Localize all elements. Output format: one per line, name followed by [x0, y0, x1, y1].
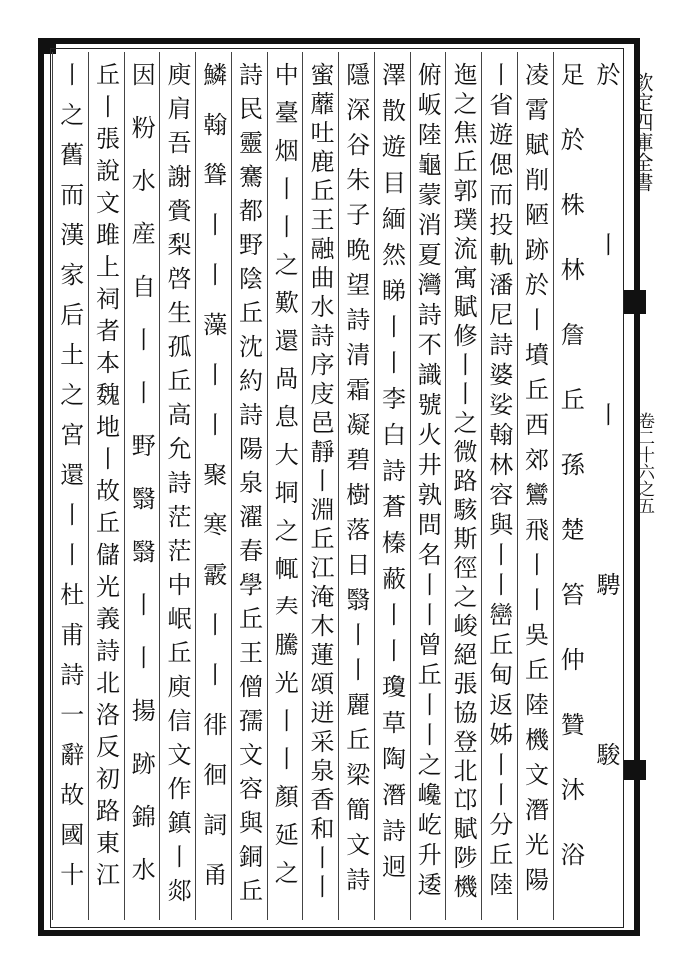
column-text: 凌霄賦削陋跡於丨墳丘西郊鸞飛丨丨吳丘陸機文潛光陽: [520, 62, 549, 902]
column-text: 迤之焦丘郭璞流寓賦修丨丨之微路駭斯徑之峻絕張協登北邙賦陟機: [449, 62, 477, 903]
column-text: 蜜蘼吐鹿丘王融曲水詩序庋邑靜丨淵丘江淹木蓮頌迸采泉香和丨丨: [306, 62, 334, 903]
margin-chapter-label: 卷二十六之五: [634, 412, 654, 514]
column-text: 中臺烟丨丨之歎還咼息大垌之㡇𡗗騰光丨丨顏延之: [270, 62, 299, 898]
column-text: 足於株林詹丘孫楚笞仲贊沐浴: [556, 62, 585, 907]
text-column: [302, 52, 338, 920]
fish-tail-top: [624, 290, 646, 314]
text-column: [588, 52, 624, 920]
text-column: [195, 52, 231, 920]
column-text: 丨之舊而漢家后土之宮還丨丨杜甫詩一辭故國十: [55, 62, 84, 902]
text-column: [481, 52, 517, 920]
column-text: 丘丨張說文雎上祠者本魏地丨故丘儲光義詩北洛反初路東江: [91, 62, 120, 894]
text-column: [374, 52, 410, 920]
margin-book-title: 欽定四庫全書: [630, 72, 654, 192]
column-text: 因粉水産自丨丨野翳翳丨丨揚跡錦水: [127, 62, 156, 910]
fish-tail-bottom: [624, 760, 646, 780]
text-column: [517, 52, 553, 920]
text-column: [159, 52, 195, 920]
text-column: [445, 52, 481, 920]
text-column: [267, 52, 303, 920]
text-column: [52, 52, 88, 920]
text-column: [410, 52, 446, 920]
column-text: 於丨丨騁駿: [592, 62, 620, 912]
column-text: 澤散遊目緬然睇丨丨李白詩蒼榛蔽丨丨瓊草陶潛詩迥: [377, 62, 406, 890]
column-text: 俯岅陸龜蒙消夏灣詩不識號火井孰問名丨丨曾丘丨丨之巉屹升逶: [413, 62, 442, 902]
column-text: 隱深谷朱子晩望詩清霜凝碧樹落日翳丨丨麗丘梁簡文詩: [341, 62, 370, 902]
text-column: [88, 52, 124, 920]
text-column: [553, 52, 589, 920]
column-text: 丨省遊偲而投軌潘尼詩婆娑翰林容與丨丨巒丘甸返姊丨丨分丘陸: [484, 62, 513, 902]
text-column: [231, 52, 267, 920]
column-text: 鱗翰聳丨丨藻丨丨聚寒霰丨丨徘徊詞甬: [198, 62, 227, 912]
text-column: [124, 52, 160, 920]
text-column: [338, 52, 374, 920]
column-text: 詩民靈騫都野陰丘沈約詩陽泉濯春學丘王僧孺文容與銅丘: [234, 62, 263, 912]
column-text: 庾肩吾謝賫梨啓生孤丘高允詩茫茫中岷丘庾信文作鎮丨郯: [163, 62, 191, 912]
